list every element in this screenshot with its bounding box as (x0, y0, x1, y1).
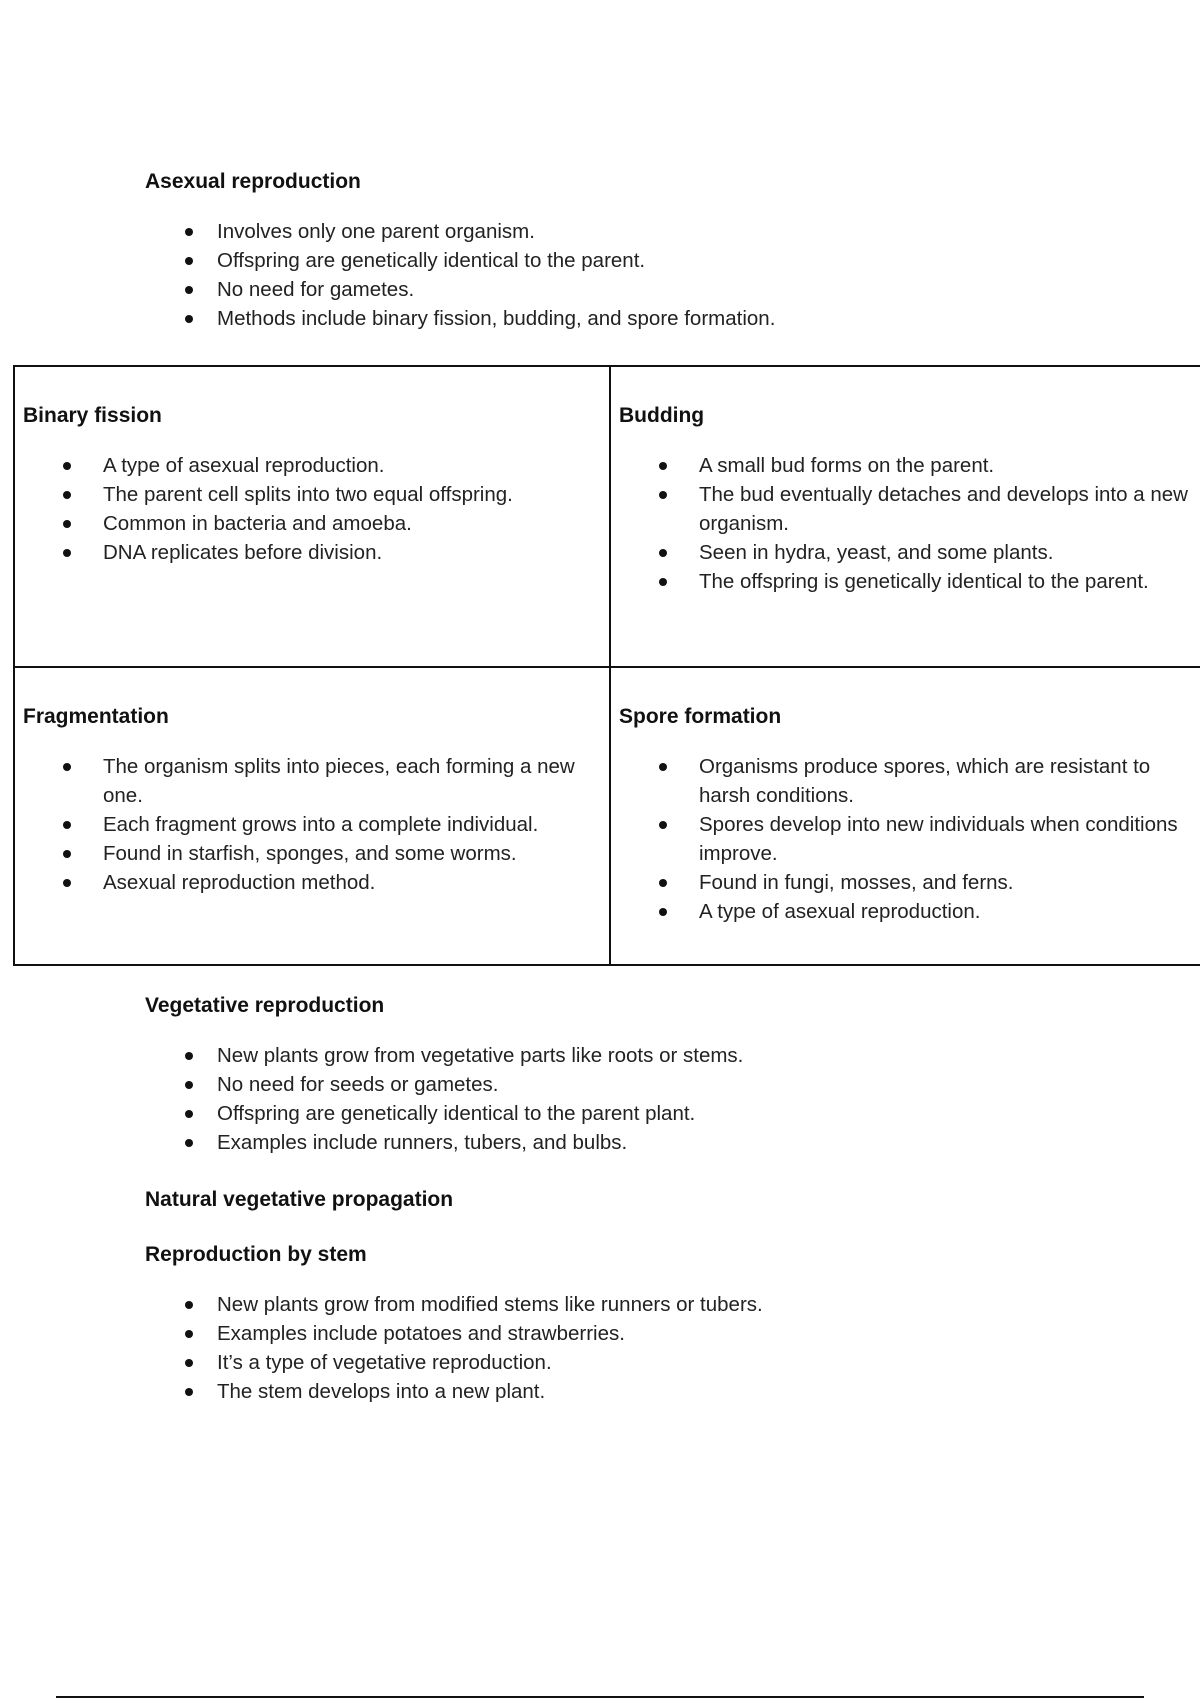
fragmentation-cell (15, 666, 609, 966)
list-item: New plants grow from vegetative parts like roots or stems. (145, 1041, 1105, 1070)
binary-fission-heading: Binary fission (23, 404, 162, 427)
asexual-list (145, 217, 1105, 333)
list-item: The organism splits into pieces, each forming a new one. (23, 752, 609, 810)
list-item: It’s a type of vegetative reproduction. (145, 1348, 1105, 1377)
list-item: Each fragment grows into a complete individual. (23, 810, 609, 839)
stem-section (145, 1242, 1105, 1406)
list-item: Offspring are genetically identical to the parent. (145, 246, 1105, 275)
budding-heading: Budding (619, 404, 705, 427)
list-item: Organisms produce spores, which are resistant to harsh conditions. (619, 752, 1200, 810)
binary-fission-list (23, 451, 609, 567)
list-item: A type of asexual reproduction. (619, 897, 1200, 926)
list-item: The bud eventually detaches and develops into a new organism. (619, 480, 1200, 538)
list-item: Seen in hydra, yeast, and some plants. (619, 538, 1200, 567)
vegetative-list (145, 1041, 1105, 1157)
fragmentation-heading: Fragmentation (23, 705, 169, 728)
list-item: Common in bacteria and amoeba. (23, 509, 609, 538)
list-item: Examples include runners, tubers, and bulbs. (145, 1128, 1105, 1157)
list-item: No need for gametes. (145, 275, 1105, 304)
spore-formation-heading: Spore formation (619, 705, 782, 728)
asexual-section (145, 169, 1105, 333)
spore-formation-cell (609, 666, 1200, 966)
list-item: Examples include potatoes and strawberries. (145, 1319, 1105, 1348)
fragmentation-list (23, 752, 609, 897)
vegetative-heading: Vegetative reproduction (145, 994, 385, 1017)
spore-formation-list (619, 752, 1200, 926)
budding-cell (609, 367, 1200, 666)
page-divider (56, 1696, 1144, 1698)
budding-list (619, 451, 1200, 596)
list-item: A type of asexual reproduction. (23, 451, 609, 480)
stem-list (145, 1290, 1105, 1406)
natural-propagation-heading: Natural vegetative propagation (145, 1188, 454, 1211)
list-item: Involves only one parent organism. (145, 217, 1105, 246)
list-item: Offspring are genetically identical to the parent plant. (145, 1099, 1105, 1128)
list-item: The parent cell splits into two equal offspring. (23, 480, 609, 509)
list-item: The offspring is genetically identical to the parent. (619, 567, 1200, 596)
natural-propagation-section (145, 1187, 1105, 1213)
list-item: DNA replicates before division. (23, 538, 609, 567)
list-item: Spores develop into new individuals when conditions improve. (619, 810, 1200, 868)
list-item: No need for seeds or gametes. (145, 1070, 1105, 1099)
list-item: Asexual reproduction method. (23, 868, 609, 897)
binary-fission-cell (15, 367, 609, 666)
list-item: The stem develops into a new plant. (145, 1377, 1105, 1406)
list-item: New plants grow from modified stems like runners or tubers. (145, 1290, 1105, 1319)
list-item: Found in starfish, sponges, and some worms. (23, 839, 609, 868)
list-item: Found in fungi, mosses, and ferns. (619, 868, 1200, 897)
vegetative-section (145, 993, 1105, 1157)
asexual-heading: Asexual reproduction (145, 170, 361, 193)
methods-table (13, 365, 1200, 966)
stem-heading: Reproduction by stem (145, 1243, 367, 1266)
list-item: Methods include binary fission, budding, and spore formation. (145, 304, 1105, 333)
list-item: A small bud forms on the parent. (619, 451, 1200, 480)
